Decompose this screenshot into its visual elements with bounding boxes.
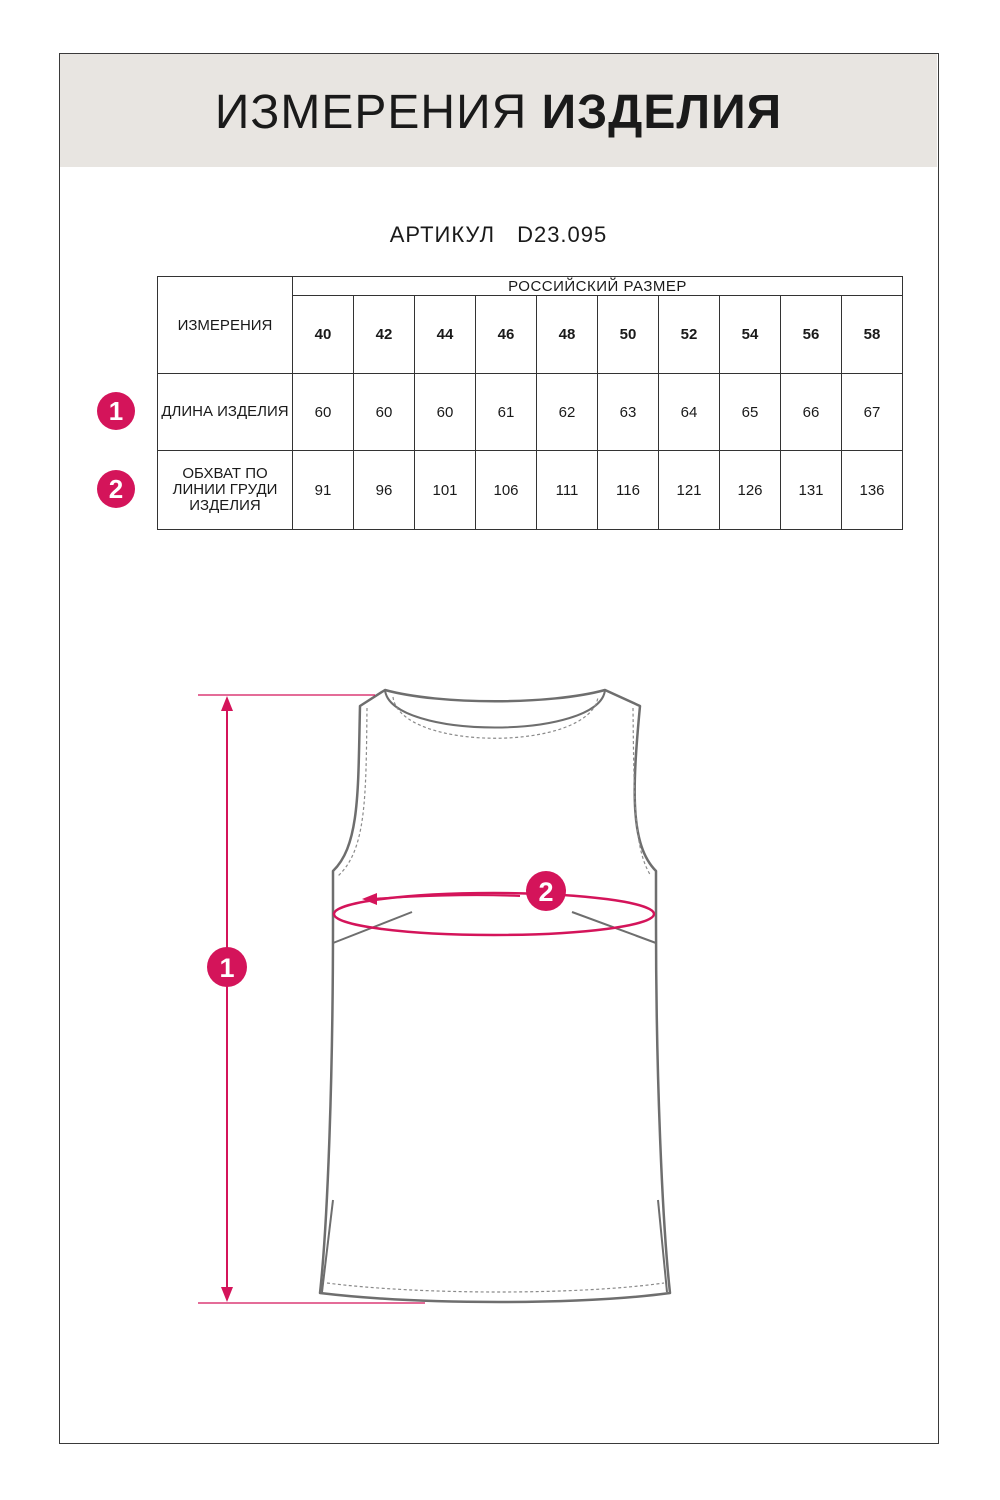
row-label: ДЛИНА ИЗДЕЛИЯ — [158, 374, 293, 451]
row-label: ОБХВАТ ПО ЛИНИИ ГРУДИ ИЗДЕЛИЯ — [158, 451, 293, 530]
size-cell: 42 — [354, 296, 415, 374]
value-cell: 101 — [415, 451, 476, 530]
size-cell: 58 — [842, 296, 903, 374]
value-cell: 66 — [781, 374, 842, 451]
size-cell: 52 — [659, 296, 720, 374]
value-cell: 111 — [537, 451, 598, 530]
value-cell: 121 — [659, 451, 720, 530]
title-light: ИЗМЕРЕНИЯ — [214, 86, 528, 139]
russian-size-header: РОССИЙСКИЙ РАЗМЕР — [293, 277, 903, 296]
size-cell: 44 — [415, 296, 476, 374]
chest-marker — [526, 871, 566, 911]
size-cell: 46 — [476, 296, 537, 374]
size-cell: 48 — [537, 296, 598, 374]
value-cell: 61 — [476, 374, 537, 451]
length-marker — [207, 947, 247, 987]
value-cell: 91 — [293, 451, 354, 530]
size-cell: 56 — [781, 296, 842, 374]
row-number-badge-1: 1 — [97, 392, 135, 430]
value-cell: 65 — [720, 374, 781, 451]
value-cell: 96 — [354, 451, 415, 530]
article-label: АРТИКУЛ — [389, 222, 496, 247]
value-cell: 60 — [354, 374, 415, 451]
stitch-lines — [327, 697, 664, 1292]
size-cell: 54 — [720, 296, 781, 374]
length-marker-number: 1 — [219, 953, 235, 983]
value-cell: 64 — [659, 374, 720, 451]
chest-measure — [334, 893, 654, 935]
chest-marker-number: 2 — [538, 877, 554, 907]
value-cell: 136 — [842, 451, 903, 530]
title-bold: ИЗДЕЛИЯ — [541, 86, 783, 139]
value-cell: 62 — [537, 374, 598, 451]
article-code: D23.095 — [517, 222, 608, 247]
value-cell: 60 — [415, 374, 476, 451]
value-cell: 126 — [720, 451, 781, 530]
size-cell: 50 — [598, 296, 659, 374]
length-measure — [198, 695, 425, 1303]
measure-header: ИЗМЕРЕНИЯ — [158, 277, 293, 374]
tank-top-outline — [320, 690, 670, 1302]
value-cell: 63 — [598, 374, 659, 451]
value-cell: 116 — [598, 451, 659, 530]
value-cell: 67 — [842, 374, 903, 451]
seam-lines — [322, 912, 667, 1292]
value-cell: 60 — [293, 374, 354, 451]
size-cell: 40 — [293, 296, 354, 374]
value-cell: 131 — [781, 451, 842, 530]
row-number-badge-2: 2 — [97, 470, 135, 508]
value-cell: 106 — [476, 451, 537, 530]
